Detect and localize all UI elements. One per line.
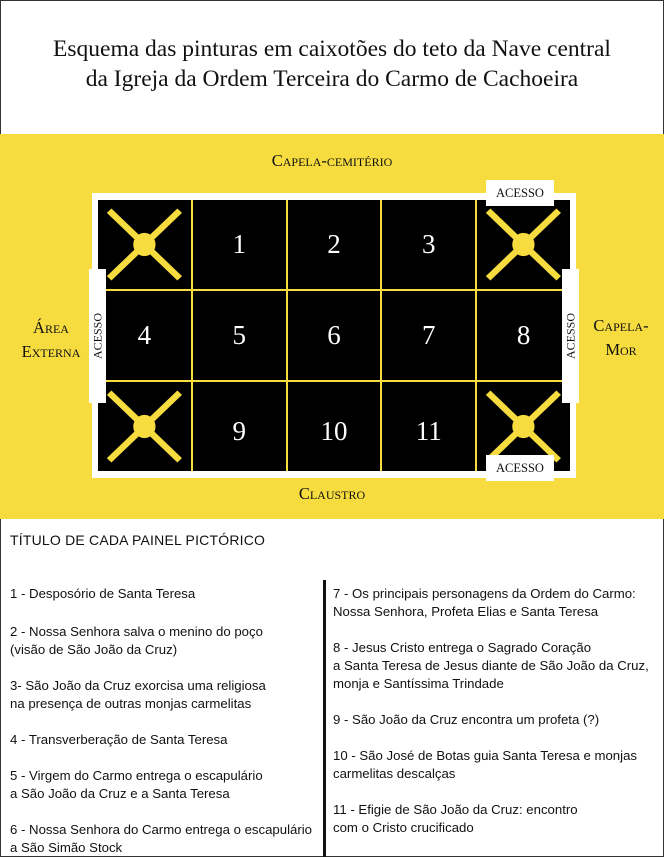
access-bottom-right: ACESSO (486, 455, 554, 481)
panel-number: 5 (232, 320, 246, 350)
legend-title: TÍTULO DE CADA PAINEL PICTÓRICO (10, 532, 266, 548)
panel-number: 10 (320, 416, 348, 446)
panel-number: 3 (422, 229, 436, 259)
access-top-right: ACESSO (486, 180, 554, 206)
access-right-label: ACESSO (563, 312, 577, 360)
access-left (89, 269, 106, 403)
label-claustro: Claustro (298, 484, 366, 503)
ceiling-panel-11 (382, 382, 475, 471)
panel-number: 1 (232, 229, 246, 259)
legend-item: 6 - Nossa Senhora do Carmo entrega o escapulário a São Simão Stock (10, 822, 313, 855)
legend-item: 8 - Jesus Cristo entrega o Sagrado Coração a Santa Teresa de Jesus diante de São João da Cruz, monja e Santíssima Trindade (333, 640, 649, 691)
ceiling-panel-4 (98, 291, 191, 380)
ceiling-panel-grid (98, 200, 570, 471)
ceiling-panel-3 (382, 200, 475, 289)
panel-number: 8 (516, 320, 531, 350)
label-area-externa-line-2: Externa (21, 342, 81, 361)
label-capela-mor-line-2: Mor (605, 340, 637, 359)
corner-cross-icon (477, 200, 570, 289)
legend-item: 2 - Nossa Senhora salva o menino do poço (visão de São João da Cruz) (10, 624, 263, 657)
legend-item: 9 - São João da Cruz encontra um profeta (?) (333, 712, 600, 727)
legend-item: 3- São João da Cruz exorcisa uma religiosa na presença de outras monjas carmelitas (10, 678, 266, 711)
legend-item: 11 - Efigie de São João da Cruz: encontro com o Cristo crucificado (333, 802, 578, 835)
legend-item: 10 - São José de Botas guia Santa Teresa e monjas carmelitas descalças (333, 748, 637, 781)
label-area-externa-line-1: Área (33, 318, 69, 337)
legend-item: 4 - Transverberação de Santa Teresa (10, 732, 228, 747)
corner-cross-icon (98, 200, 191, 289)
diagram-title (0, 34, 664, 94)
corner-cross-icon (98, 382, 191, 471)
label-area-externa (10, 316, 92, 364)
legend-item: 7 - Os principais personagens da Ordem do Carmo: Nossa Senhora, Profeta Elias e Santa Teresa (333, 586, 636, 619)
panel-number: 7 (422, 320, 436, 350)
label-capela-cemiterio: Capela-cemitério (271, 151, 393, 170)
ceiling-panel-10 (288, 382, 381, 471)
legend-divider (323, 580, 326, 857)
label-capela-mor (580, 314, 662, 362)
panel-number: 2 (327, 229, 341, 259)
ceiling-panel-1 (193, 200, 286, 289)
ceiling-panel-9 (193, 382, 286, 471)
panel-number: 6 (327, 320, 341, 350)
ceiling-panel-6 (288, 291, 381, 380)
title-line-2: da Igreja da Ordem Terceira do Carmo de Cachoeira (85, 66, 579, 92)
legend-item: 5 - Virgem do Carmo entrega o escapulário a São João da Cruz e a Santa Teresa (10, 768, 263, 801)
access-left-label: ACESSO (90, 312, 104, 360)
legend-item: 1 - Desposório de Santa Teresa (10, 586, 196, 601)
panel-number: 4 (137, 320, 152, 350)
ceiling-panel-2 (288, 200, 381, 289)
ceiling-panel-5 (193, 291, 286, 380)
title-line-1: Esquema das pinturas em caixotões do teto da Nave central (53, 36, 611, 62)
panel-number: 9 (232, 416, 246, 446)
panel-number: 11 (415, 416, 442, 446)
ceiling-panel-7 (382, 291, 475, 380)
label-capela-mor-line-1: Capela- (593, 316, 649, 335)
ceiling-panel-8 (477, 291, 570, 380)
access-right (562, 269, 579, 403)
